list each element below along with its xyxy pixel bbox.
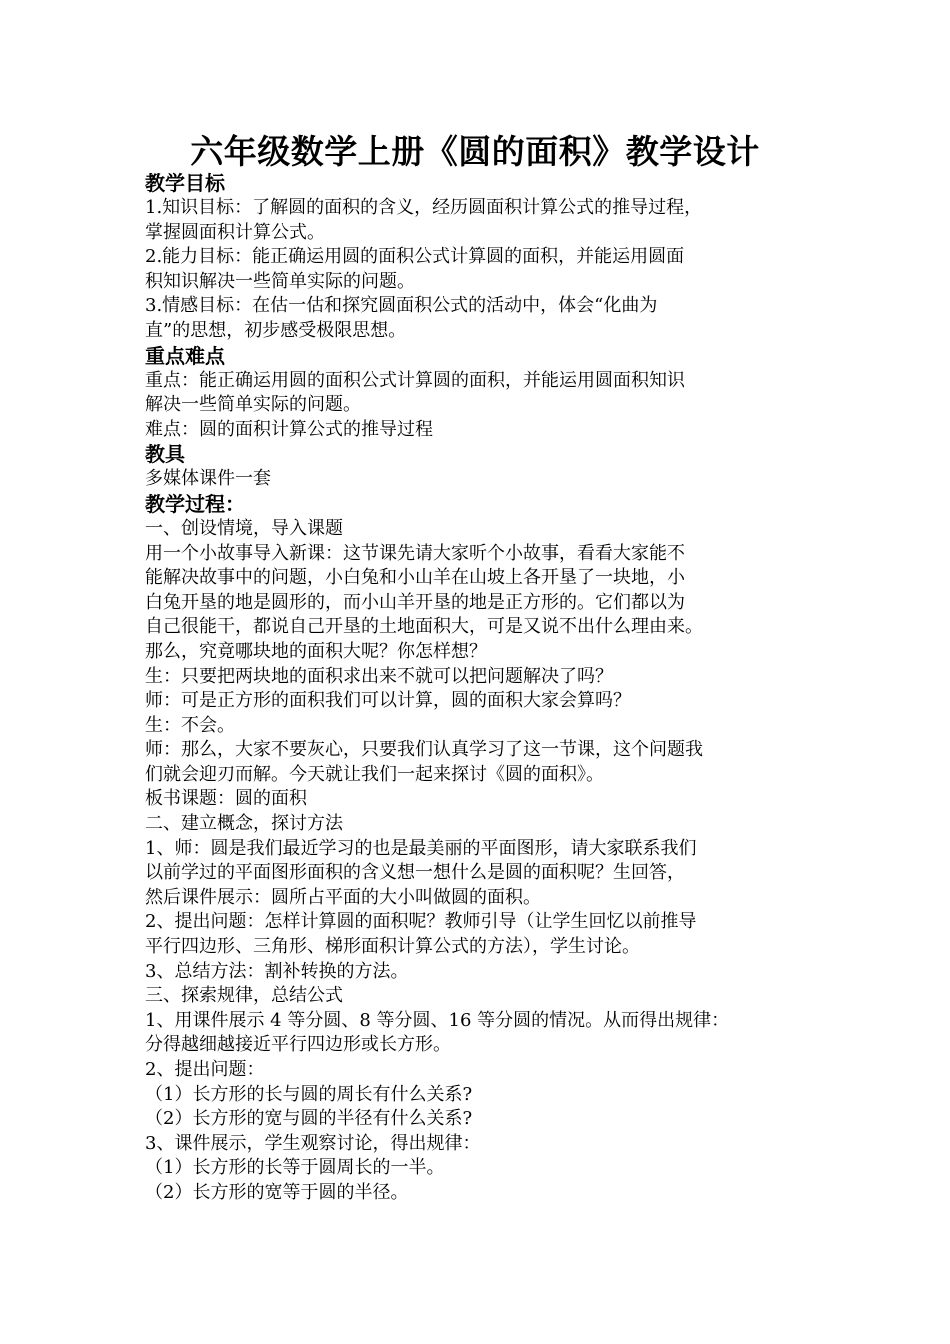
document-page	[145, 130, 820, 1206]
text-line: 生：不会。	[145, 714, 235, 736]
text-line: 重点：能正确运用圆的面积公式计算圆的面积，并能运用圆面积知识	[145, 369, 685, 391]
document-title: 六年级数学上册《圆的面积》教学设计	[190, 132, 760, 171]
paragraph	[145, 196, 820, 245]
paragraph	[145, 1009, 820, 1058]
paragraph	[145, 714, 820, 739]
text-line: 积知识解决一些简单实际的问题。	[145, 270, 415, 292]
text-line: 直”的思想，初步感受极限思想。	[145, 319, 407, 341]
text-line: 2.能力目标：能正确运用圆的面积公式计算圆的面积，并能运用圆面	[145, 246, 685, 268]
paragraph	[145, 787, 820, 812]
paragraph	[145, 837, 820, 911]
paragraph	[145, 294, 820, 343]
text-line: 以前学过的平面图形面积的含义想一想什么是圆的面积呢？生回答，	[145, 862, 685, 884]
heading-teaching-process: 教学过程：	[145, 491, 245, 516]
paragraph	[145, 1156, 820, 1181]
text-line: 2、提出问题：	[145, 1059, 265, 1080]
text-line: 师：那么，大家不要灰心，只要我们认真学习了这一节课，这个问题我	[145, 739, 703, 761]
text-line: （1）长方形的长等于圆周长的一半。	[145, 1157, 445, 1179]
paragraph	[145, 689, 820, 714]
text-line: 白兔开垦的地是圆形的，而小山羊开垦的地是正方形的。它们都以为	[145, 591, 685, 613]
paragraph	[145, 910, 820, 959]
text-line: 多媒体课件一套	[145, 468, 271, 490]
text-line: 1.知识目标：了解圆的面积的含义，经历圆面积计算公式的推导过程，	[145, 197, 703, 218]
heading-key-points: 重点难点	[145, 343, 225, 368]
text-line: 难点：圆的面积计算公式的推导过程	[145, 418, 433, 440]
text-line: 然后课件展示：圆所占平面的大小叫做圆的面积。	[145, 886, 541, 908]
text-line: 分得越细越接近平行四边形或长方形。	[145, 1034, 451, 1056]
paragraph	[145, 1058, 820, 1083]
paragraph	[145, 542, 820, 665]
text-line: （1）长方形的长与圆的周长有什么关系?	[145, 1083, 473, 1105]
text-line: 2、提出问题：怎样计算圆的面积呢？教师引导（让学生回忆以前推导	[145, 911, 697, 933]
text-line: 们就会迎刃而解。今天就让我们一起来探讨《圆的面积》。	[145, 763, 604, 785]
text-line: 一、创设情境，导入课题	[145, 517, 343, 539]
text-line: 1、师：圆是我们最近学习的也是最美丽的平面图形，请大家联系我们	[145, 837, 697, 859]
paragraph	[145, 1181, 820, 1206]
paragraph	[145, 1107, 820, 1132]
text-line: 自己很能干，都说自己开垦的土地面积大，可是又说不出什么理由来。	[145, 616, 703, 638]
text-line: 平行四边形、三角形、梯形面积计算公式的方法），学生讨论。	[145, 936, 640, 958]
paragraph	[145, 738, 820, 787]
text-line: 生：只要把两块地的面积求出来不就可以把问题解决了吗？	[145, 665, 613, 687]
text-line: 那么，究竟哪块地的面积大呢？你怎样想？	[145, 640, 487, 662]
key-points-section	[145, 369, 820, 443]
text-line: （2）长方形的宽等于圆的半径。	[145, 1181, 409, 1203]
paragraph	[145, 369, 820, 418]
heading-teaching-goals: 教学目标	[145, 171, 225, 195]
text-line: （2）长方形的宽与圆的半径有什么关系?	[145, 1108, 473, 1130]
text-line: 3、总结方法：割补转换的方法。	[145, 960, 409, 982]
teaching-goals-section	[145, 196, 820, 344]
text-line: 三、探索规律，总结公式	[145, 985, 343, 1007]
paragraph	[145, 960, 820, 985]
text-line: 3.情感目标：在估一估和探究圆面积公式的活动中，体会“化曲为	[145, 295, 658, 317]
paragraph	[145, 665, 820, 690]
paragraph	[145, 467, 820, 492]
paragraph	[145, 812, 820, 837]
paragraph	[145, 517, 820, 542]
heading-teaching-tools: 教具	[145, 442, 185, 467]
text-line: 板书课题：圆的面积	[145, 788, 307, 810]
paragraph	[145, 1083, 820, 1108]
paragraph	[145, 245, 820, 294]
text-line: 用一个小故事导入新课：这节课先请大家听个小故事，看看大家能不	[145, 542, 685, 564]
text-line: 掌握圆面积计算公式。	[145, 221, 325, 243]
text-line: 能解决故事中的问题，小白兔和小山羊在山坡上各开垦了一块地，小	[145, 567, 685, 589]
text-line: 解决一些简单实际的问题。	[145, 394, 361, 416]
teaching-process-section	[145, 517, 820, 1206]
text-line: 3、课件展示，学生观察讨论，得出规律：	[145, 1132, 481, 1154]
paragraph	[145, 1132, 820, 1157]
text-line: 二、建立概念，探讨方法	[145, 813, 343, 835]
teaching-tools-section	[145, 467, 820, 492]
text-line: 1、用课件展示 4 等分圆、8 等分圆、16 等分圆的情况。从而得出规律：	[145, 1009, 730, 1031]
paragraph	[145, 984, 820, 1009]
paragraph	[145, 418, 820, 443]
text-line: 师：可是正方形的面积我们可以计算，圆的面积大家会算吗？	[145, 690, 631, 712]
